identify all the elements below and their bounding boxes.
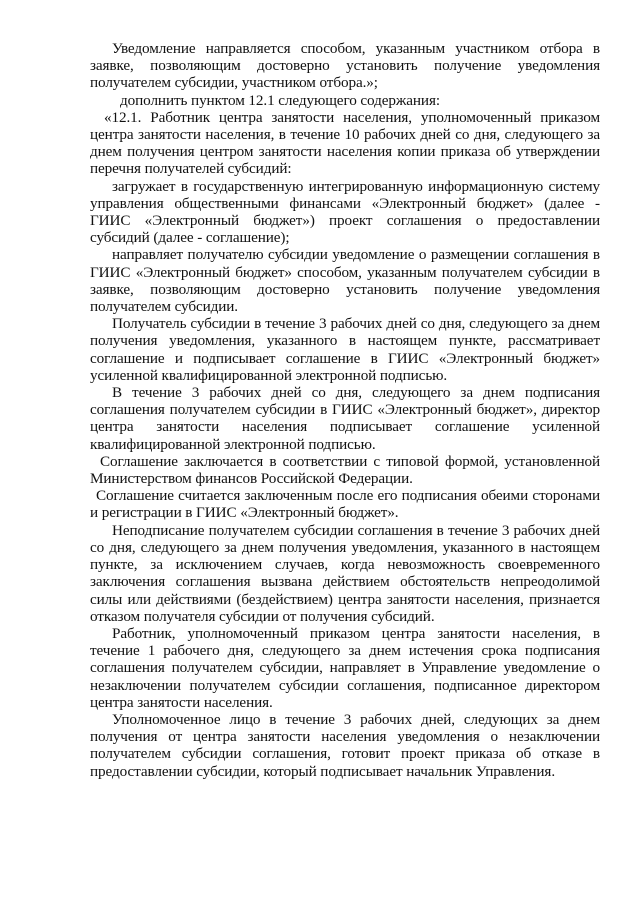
paragraph-refusal-order: Уполномоченное лицо в течение 3 рабочих дней, следующих за днем получения от центра занятости населения уведомления о незаключении получателем субсидии соглашения, готовит проект приказа об отказе в предоставлении субсидии, который подписывает начальник Управления. <box>90 710 600 780</box>
paragraph-non-signing: Неподписание получателем субсидии соглашения в течение 3 рабочих дней со дня, следующего за днем получения уведомления, указанного в настоящем пункте, за исключением случаев, когда невозможность своевременного заключения соглашения вызвана действием обстоятельств непреодолимой силы или действиями (бездействием) центра занятости населения, признается отказом получателя субсидии от получения субсидий. <box>90 521 600 625</box>
paragraph-upload-agreement: загружает в государственную интегрированную информационную систему управления общественными финансами «Электронный бюджет» (далее - ГИИС «Электронный бюджет») проект соглашения о предоставлении субсидий (далее - соглашение); <box>90 177 600 247</box>
paragraph-clause-12-1: «12.1. Работник центра занятости населения, уполномоченный приказом центра занятости населения, в течение 10 рабочих дней со дня, следующего за днем получения центром занятости населения копии приказа об утверждении перечня получателей субсидий: <box>90 108 600 178</box>
paragraph-send-notification: направляет получателю субсидии уведомление о размещении соглашения в ГИИС «Электронный бюджет» способом, указанным получателем субсидии в заявке, позволяющим достоверно установить получение уведомления получателем субсидии. <box>90 246 600 316</box>
paragraph-employee-notifies: Работник, уполномоченный приказом центра занятости населения, в течение 1 рабочего дня, следующего за днем истечения срока подписания соглашения получателем субсидии, направляет в Управление уведомление о незаключении получателем субсидии соглашения, подписанное директором центра занятости населения. <box>90 624 600 711</box>
paragraph-add-clause: дополнить пунктом 12.1 следующего содержания: <box>120 91 440 109</box>
paragraph-director-signs: В течение 3 рабочих дней со дня, следующего за днем подписания соглашения получателем субсидии в ГИИС «Электронный бюджет», директор центра занятости населения подписывает соглашение усиленной квалифицированной электронной подписью. <box>90 384 600 453</box>
paragraph-recipient-signs: Получатель субсидии в течение 3 рабочих дней со дня, следующего за днем получения уведомления, указанного в настоящем пункте, рассматривает соглашение и подписывает соглашение в ГИИС «Электронный бюджет» усиленной квалифицированной электронной подписью. <box>90 315 600 384</box>
paragraph-agreement-concluded: Соглашение считается заключенным после его подписания обеими сторонами и регистрации в ГИИС «Электронный бюджет». <box>90 487 600 522</box>
paragraph-standard-form: Соглашение заключается в соответствии с типовой формой, установленной Министерством финансов Российской Федерации. <box>90 452 600 488</box>
document-body <box>90 40 600 780</box>
paragraph-notification-method: Уведомление направляется способом, указанным участником отбора в заявке, позволяющим достоверно установить получение уведомления получателем субсидии, участником отбора.»; <box>90 40 600 92</box>
